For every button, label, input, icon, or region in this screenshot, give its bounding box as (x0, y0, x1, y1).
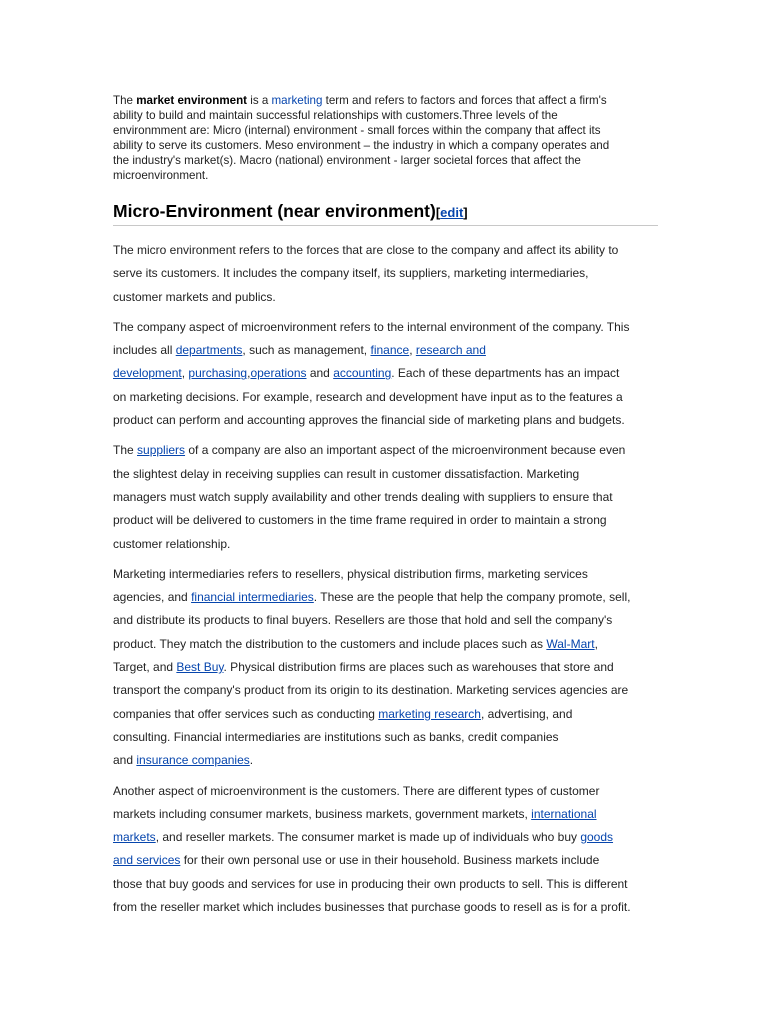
text: agencies, and (113, 590, 192, 605)
link-wal-mart[interactable]: Wal-Mart (546, 636, 595, 651)
link-research-and-development-cont[interactable]: development (113, 366, 182, 381)
p4-line-6: transport the company's product from its origin to its destination. Marketing services agencies are (113, 683, 629, 698)
bracket-open: [ (435, 205, 441, 220)
p4-line-7 (113, 703, 658, 726)
p1-line-2: serve its customers. It includes the company itself, its suppliers, marketing intermediaries, (113, 266, 589, 281)
p2-line-2 (113, 339, 658, 362)
p2-line-1: The company aspect of microenvironment refers to the internal environment of the company. This (113, 319, 630, 334)
paragraph-micro-environment (113, 239, 658, 309)
intro-line-1 (113, 93, 658, 108)
text: , (181, 366, 189, 381)
text: . (249, 753, 254, 768)
link-insurance-companies[interactable]: insurance companies (136, 753, 250, 768)
text: includes all (113, 343, 176, 358)
p1-line-3: customer markets and publics. (113, 289, 276, 304)
p3-line-1 (113, 439, 658, 462)
text: and (306, 366, 334, 381)
link-goods-and-services-cont[interactable]: and services (113, 853, 181, 868)
section-title: Micro-Environment (near environment) (113, 201, 436, 221)
text: . Physical distribution firms are places such as warehouses that store and (223, 660, 614, 675)
text: , (409, 343, 416, 358)
link-finance[interactable]: finance (370, 343, 410, 358)
intro-line-6: microenvironment. (113, 169, 209, 182)
text: , advertising, and (480, 706, 573, 721)
section-heading (113, 199, 658, 226)
text: and (113, 753, 137, 768)
paragraph-customers (113, 780, 658, 920)
p2-line-5: product can perform and accounting approves the financial side of marketing plans and budgets. (113, 413, 625, 428)
p5-line-5: those that buy goods and services for use in producing their own products to sell. This is different (113, 876, 628, 891)
link-operations[interactable]: operations (250, 366, 307, 381)
p5-line-3 (113, 826, 658, 849)
link-best-buy[interactable]: Best Buy (176, 660, 224, 675)
article (113, 93, 658, 919)
p1-line-1: The micro environment refers to the forces that are close to the company and affect its ability to (113, 243, 619, 257)
intro-line-4: ability to serve its customers. Meso environment – the industry in which a company operates and (113, 139, 610, 152)
link-purchasing[interactable]: purchasing (188, 366, 248, 381)
p3-line-4: product will be delivered to customers in the time frame required in order to maintain a strong (113, 513, 607, 528)
text: product. They match the distribution to the customers and include places such as (113, 636, 547, 651)
text: The (113, 443, 138, 458)
p5-line-2 (113, 803, 658, 826)
edit-section-link-wrapper (436, 205, 468, 220)
p4-line-3: and distribute its products to final buyers. Resellers are those that hold and sell the company's (113, 613, 613, 628)
link-departments[interactable]: departments (175, 343, 243, 358)
bold-term-market-environment: market environment (136, 94, 248, 107)
p4-line-4 (113, 633, 658, 656)
bracket-close: ] (463, 205, 468, 220)
edit-section-link[interactable]: edit (440, 205, 464, 220)
text: , (594, 636, 598, 651)
intro-text: term and refers to factors and forces that affect a firm's (322, 94, 607, 107)
link-marketing-research[interactable]: marketing research (378, 706, 481, 721)
text: , (247, 366, 251, 381)
p4-line-2 (113, 586, 658, 609)
paragraph-company (113, 316, 658, 432)
text: . Each of these departments has an impact (391, 366, 620, 381)
text: , such as management, (242, 343, 371, 358)
p5-line-4 (113, 849, 658, 872)
p2-line-3 (113, 362, 658, 385)
text: of a company are also an important aspect of the microenvironment because even (185, 443, 626, 458)
intro-text: is a (247, 94, 272, 107)
intro-text: The (113, 94, 137, 107)
p2-line-4: on marketing decisions. For example, research and development have input as to the features a (113, 389, 623, 404)
paragraph-suppliers (113, 439, 658, 555)
p4-line-9 (113, 749, 658, 772)
intro-line-2: ability to build and maintain successful relationships with customers.Three levels of the (113, 109, 558, 122)
paragraph-intermediaries (113, 563, 658, 773)
text: for their own personal use or use in their household. Business markets include (180, 853, 600, 868)
intro-line-5: the industry's market(s). Macro (national) environment - larger societal forces that affect the (113, 154, 581, 167)
p3-line-2: the slightest delay in receiving supplies can result in customer dissatisfaction. Marketing (113, 466, 580, 481)
text: . These are the people that help the company promote, sell, (313, 590, 631, 605)
link-suppliers[interactable]: suppliers (137, 443, 186, 458)
p4-line-8: consulting. Financial intermediaries are institutions such as banks, credit companies (113, 729, 559, 744)
intro-paragraph (113, 93, 658, 183)
link-marketing[interactable]: marketing (271, 94, 323, 107)
p3-line-5: customer relationship. (113, 536, 231, 551)
link-international-markets[interactable]: international (531, 806, 597, 821)
link-goods-and-services[interactable]: goods (580, 830, 614, 845)
text: markets including consumer markets, business markets, government markets, (113, 806, 532, 821)
link-accounting[interactable]: accounting (333, 366, 392, 381)
link-international-markets-cont[interactable]: markets (113, 830, 156, 845)
p3-line-3: managers must watch supply availability and other trends dealing with suppliers to ensure that (113, 489, 613, 504)
link-financial-intermediaries[interactable]: financial intermediaries (191, 590, 314, 605)
text: Target, and (113, 660, 177, 675)
p5-line-1: Another aspect of microenvironment is the customers. There are different types of customer (113, 783, 600, 798)
text: companies that offer services such as conducting (113, 706, 379, 721)
p5-line-6: from the reseller market which includes businesses that purchase goods to resell as is for a profit. (113, 900, 631, 915)
p4-line-5 (113, 656, 658, 679)
link-research-and-development[interactable]: research and (415, 343, 486, 358)
intro-line-3: environmment are: Micro (internal) environment - small forces within the company that affect its (113, 124, 601, 137)
p4-line-1: Marketing intermediaries refers to resellers, physical distribution firms, marketing services (113, 566, 588, 581)
text: , and reseller markets. The consumer market is made up of individuals who buy (155, 830, 581, 845)
